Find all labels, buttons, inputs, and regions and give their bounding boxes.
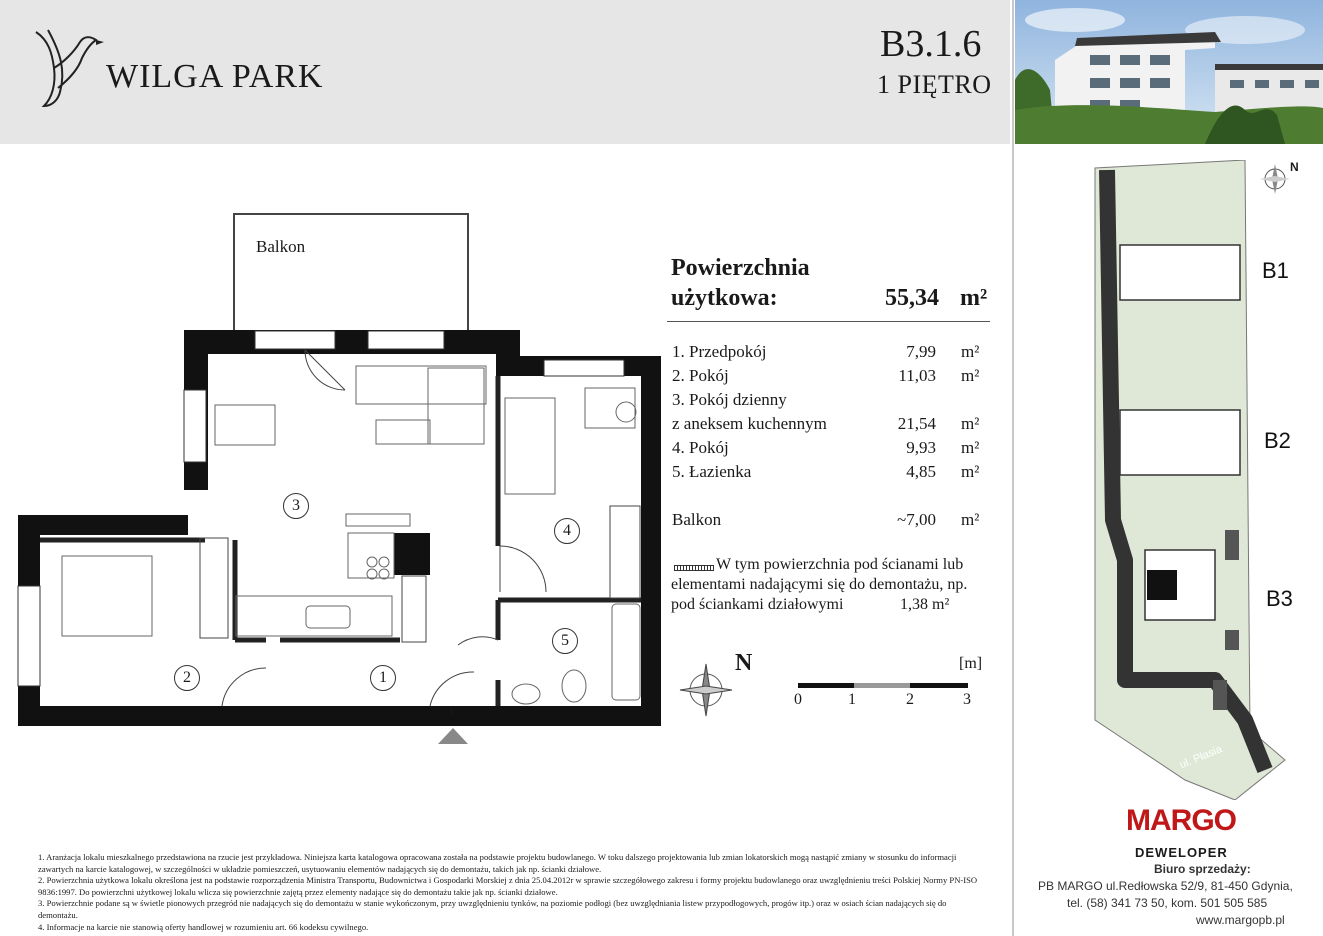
area-row-value: 4,85: [906, 462, 936, 481]
area-row-value: 9,93: [906, 438, 936, 457]
company-phone: tel. (58) 341 73 50, kom. 501 505 585: [1067, 896, 1268, 910]
area-row-unit: m²: [961, 366, 980, 385]
balcony-label: Balkon: [256, 237, 306, 256]
room-number-3: 3: [283, 493, 309, 519]
partition-note-line2: elementami nadającymi się do demontażu, np.: [671, 576, 968, 593]
footnotes: [38, 852, 978, 933]
entrance-label: I: [450, 706, 453, 716]
footnote: 2. Powierzchnia użytkowa lokalu określona jest na podstawie rozporządzenia Ministra Transportu, Budownictwa i Gospodarki Morskiej z dnia 25.04.2012r w sprawie szczegółowego zakresu i formy projektu budowlanego oraz uwzględnieniu treści Polskiej Normy PN-ISO 9836:1997. Do powierzchni użytkowej lokalu wlicza się powierzchnie zajętą przez elementy nadające się do demontażu takie jak np. ścianki działowe.: [38, 875, 978, 897]
building-label-b1: B1: [1262, 258, 1289, 283]
floor-plan: [0, 200, 670, 750]
site-compass-icon: [1258, 162, 1292, 196]
scale-unit: [m]: [959, 655, 983, 672]
area-row-unit: m²: [961, 414, 980, 433]
footnote: 3. Powierzchnie podane są w świetle pionowych przegród nie nadających się do demontażu w stanie wykończonym, przy uwzględnieniu tynków, na poziomie podłogi (bez uwzględniania listew przypodłogowych, progów itp.) oraz w osiach ścian nadających się do demontażu.: [38, 898, 947, 920]
footnote: 1. Aranżacja lokalu mieszkalnego przedstawiona na rzucie jest przykładowa. Niniejsza karta katalogowa opracowana została na podstawie projektu budowlanego. W toku dalszego projektowania lub zmian lokatorskich mogą nastąpić zmiany w stosunku do informacji zawartych na karcie katalogowej, w szczególności w układzie pomieszczeń, usytuowaniu elementów nadających się do demontażu, takich jak np. ścianki działowe.: [38, 852, 957, 874]
wilga-bird-logo: [30, 22, 110, 112]
compass-rose-icon: [676, 660, 736, 720]
scale-tick: 2: [906, 691, 914, 708]
partition-note-line1: W tym powierzchnia pod ścianami lub: [716, 556, 964, 573]
area-row-unit: m²: [961, 462, 980, 481]
sales-office-label: Biuro sprzedaży:: [1154, 862, 1251, 876]
scale-bar: [798, 683, 968, 688]
area-row-label: Balkon: [672, 510, 722, 529]
street-label: ul. Płasia: [1178, 743, 1224, 772]
area-row-unit: m²: [961, 510, 980, 529]
area-total-unit: m²: [960, 285, 988, 311]
room-number-5: 5: [552, 628, 578, 654]
site-north-label: N: [1290, 160, 1299, 174]
building-label-b2: B2: [1264, 428, 1291, 453]
footnote: 4. Informacje na karcie nie stanowią oferty handlowej w rozumieniu art. 66 kodeksu cywilnego.: [38, 921, 369, 932]
area-row-label: 2. Pokój: [672, 366, 729, 385]
partition-note-value: 1,38 m²: [900, 596, 950, 613]
area-row-value: 21,54: [897, 414, 936, 433]
area-row-label: z aneksem kuchennym: [672, 414, 827, 433]
compass-north-label: N: [735, 650, 753, 676]
margo-logo: MARGO: [1126, 804, 1236, 837]
room-number-4: 4: [554, 518, 580, 544]
area-row-label: 3. Pokój dzienny: [672, 390, 787, 409]
building-rendering: [1015, 0, 1323, 144]
apartment-code: B3.1.6: [880, 23, 982, 65]
site-plan: [1085, 160, 1315, 800]
company-website[interactable]: www.margopb.pl: [1196, 913, 1285, 927]
area-title-line2: użytkowa:: [671, 285, 778, 311]
area-row-label: 4. Pokój: [672, 438, 729, 457]
margo-subtitle: DEWELOPER: [1135, 845, 1228, 860]
area-row-value: 7,99: [906, 342, 936, 361]
scale-tick: 1: [848, 691, 856, 708]
partition-note-line3: pod ściankami działowymi: [671, 596, 844, 613]
brand-name: WILGA PARK: [106, 58, 324, 95]
scale-tick: 3: [963, 691, 971, 708]
area-title: Powierzchnia: [671, 255, 810, 281]
vertical-divider: [1012, 0, 1014, 936]
room-number-1: 1: [370, 665, 396, 691]
area-row-value: ~7,00: [897, 510, 936, 529]
room-number-2: 2: [174, 665, 200, 691]
area-row-unit: m²: [961, 438, 980, 457]
area-row-unit: m²: [961, 342, 980, 361]
area-row-label: 5. Łazienka: [672, 462, 752, 481]
area-row-value: 11,03: [898, 366, 936, 385]
area-row-label: 1. Przedpokój: [672, 342, 767, 361]
partition-hatch-sample: [674, 565, 714, 571]
area-total: 55,34: [885, 285, 939, 311]
area-rule: [667, 321, 990, 322]
company-address: PB MARGO ul.Redłowska 52/9, 81-450 Gdynia,: [1038, 879, 1293, 893]
floor-label: 1 PIĘTRO: [877, 70, 992, 99]
building-label-b3: B3: [1266, 586, 1293, 611]
scale-tick: 0: [794, 691, 802, 708]
